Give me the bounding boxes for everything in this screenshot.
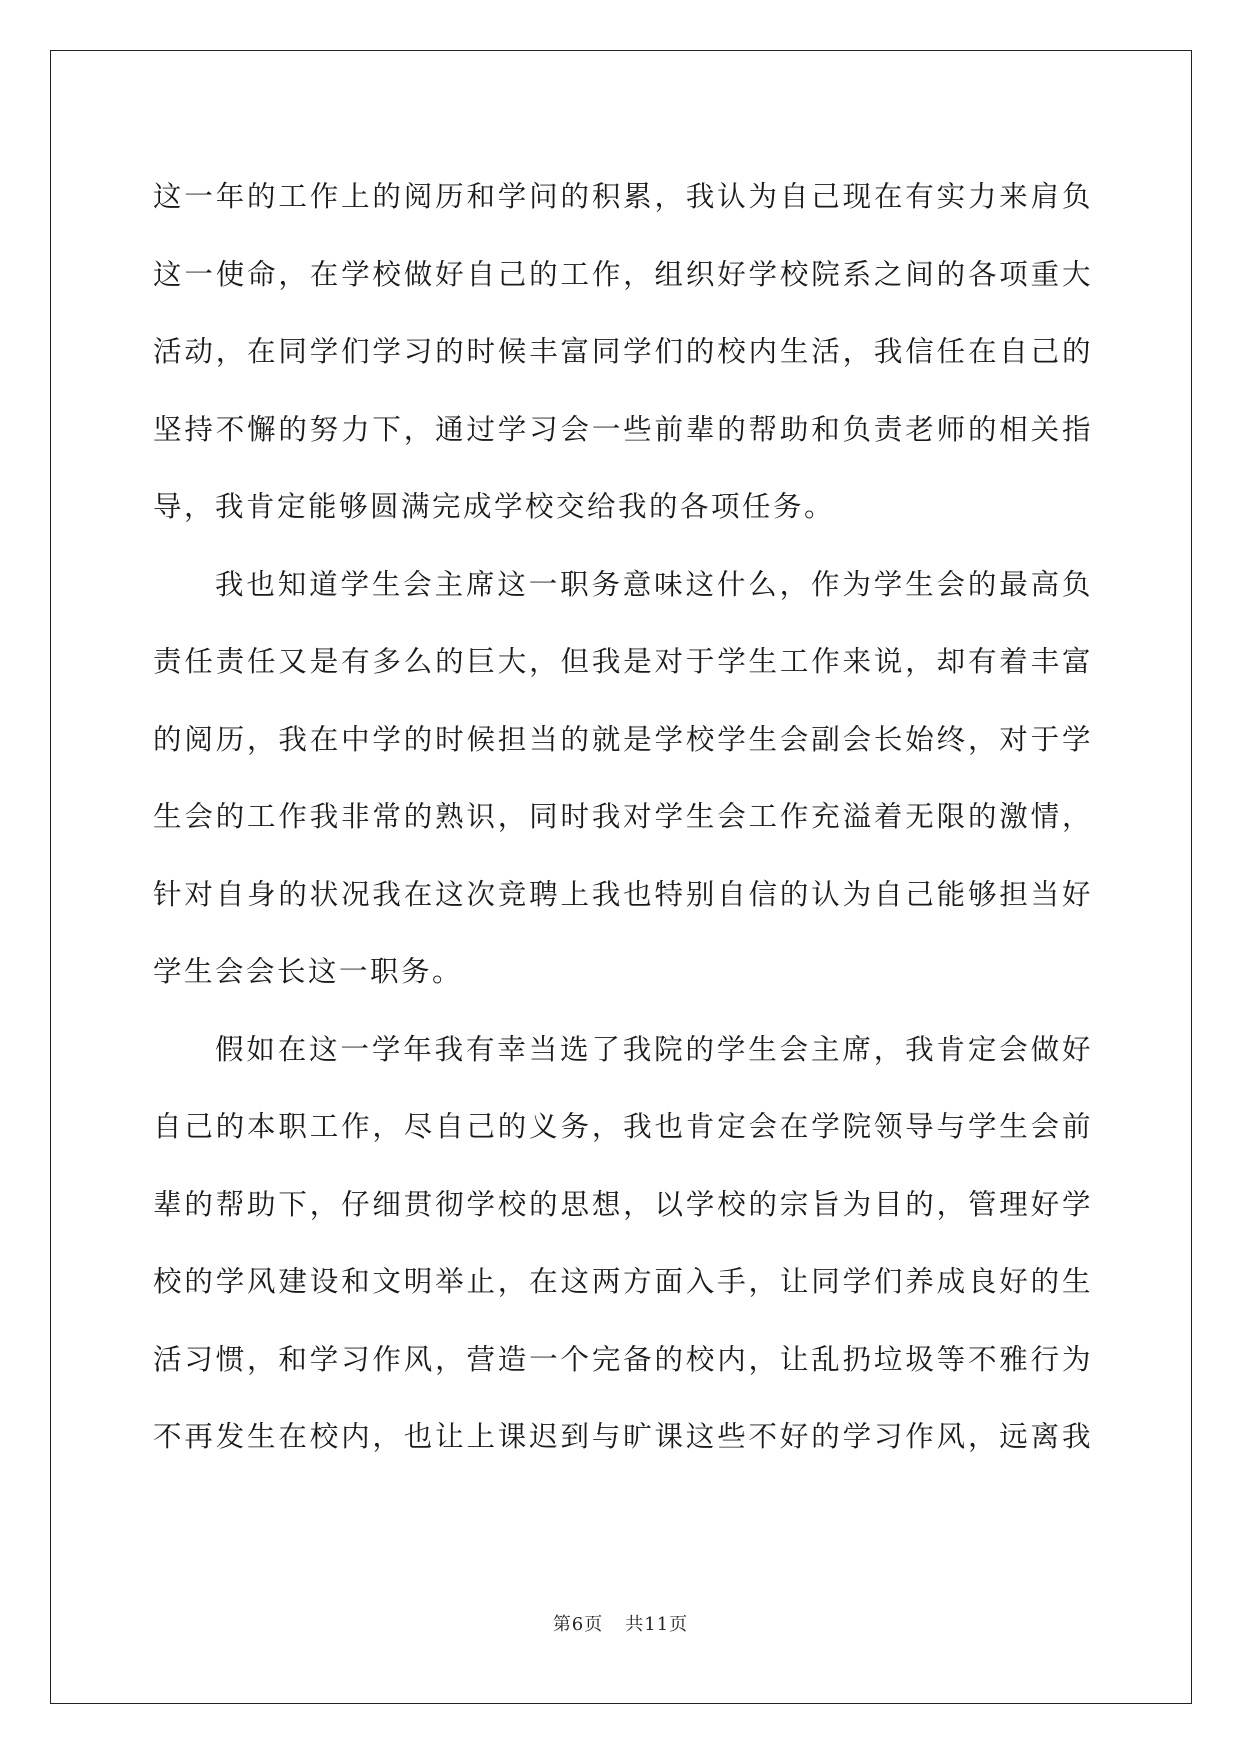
text-line: 的阅历，我在中学的时候担当的就是学校学生会副会长始终，对于学 [153, 722, 1093, 756]
text-line: 不再发生在校内，也让上课迟到与旷课这些不好的学习作风，远离我 [153, 1420, 1093, 1453]
document-body [153, 158, 1093, 1476]
text-line: 坚持不懈的努力下，通过学习会一些前辈的帮助和负责老师的相关指 [153, 412, 1093, 446]
text-line: 校的学风建设和文明举止，在这两方面入手，让同学们养成良好的生 [153, 1265, 1093, 1298]
text-line: 针对自身的状况我在这次竞聘上我也特别自信的认为自己能够担当好 [153, 877, 1093, 911]
text-line: 导，我肯定能够圆满完成学校交给我的各项任务。 [153, 490, 836, 523]
text-line: 这一年的工作上的阅历和学问的积累，我认为自己现在有实力来肩负 [153, 180, 1093, 213]
page-number: 第6页 [552, 1614, 604, 1635]
text-line: 这一使命，在学校做好自己的工作，组织好学校院系之间的各项重大 [153, 257, 1093, 291]
text-line: 自己的本职工作，尽自己的义务，我也肯定会在学院领导与学生会前 [153, 1110, 1093, 1143]
text-line: 活动，在同学们学习的时候丰富同学们的校内生活，我信任在自己的 [153, 335, 1093, 368]
page-total: 共11页 [625, 1614, 689, 1635]
text-line: 辈的帮助下，仔细贯彻学校的思想，以学校的宗旨为目的，管理好学 [153, 1187, 1093, 1221]
page-footer [0, 1610, 1241, 1636]
text-line: 责任责任又是有多么的巨大，但我是对于学生工作来说，却有着丰富 [153, 645, 1093, 678]
text-line: 假如在这一学年我有幸当选了我院的学生会主席，我肯定会做好 [215, 1032, 1093, 1066]
text-line: 我也知道学生会主席这一职务意味这什么，作为学生会的最高负 [215, 567, 1093, 601]
text-line: 学生会会长这一职务。 [153, 955, 464, 988]
text-line: 活习惯，和学习作风，营造一个完备的校内，让乱扔垃圾等不雅行为 [153, 1342, 1093, 1376]
text-line: 生会的工作我非常的熟识，同时我对学生会工作充溢着无限的激情， [153, 800, 1093, 833]
